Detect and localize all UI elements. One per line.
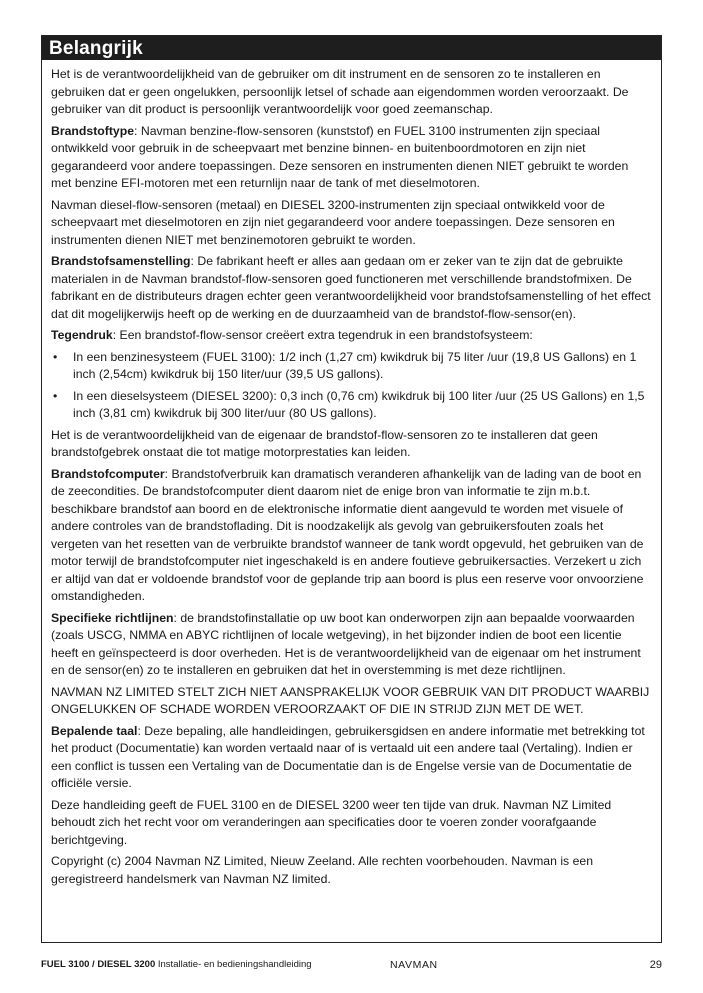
label-fuel-type: Brandstoftype — [51, 123, 135, 138]
paragraph-governing-language — [51, 723, 651, 793]
paragraph-diesel-sensors: Navman diesel-flow-sensoren (metaal) en DIESEL 3200-instrumenten zijn speciaal ontwikkeld voor de scheepvaart met dieselmotoren en zijn niet gegarandeerd voor andere toepassingen. Deze sensoren en instrumenten dienen NIET met benzinemotoren gebruikt te worden. — [51, 197, 615, 247]
footer-product: FUEL 3100 / DIESEL 3200 — [41, 959, 156, 970]
bullet-glyph: • — [53, 349, 58, 364]
paragraph-back-pressure — [51, 327, 651, 345]
label-back-pressure: Tegendruk — [51, 328, 113, 342]
text-governing-language: : Deze bepaling, alle handleidingen, gebruikersgidsen en andere informatie met betrekking tot het product (Documentatie) kan worden vertaald naar of is vertaald uit een andere taal (Vertaling). Indien er een conflict is tussen een Vertaling van de Documentatie dan is de Engelse versie van de Documentatie de officiële versie. — [51, 723, 645, 790]
page-footer — [41, 957, 662, 973]
paragraph-disclaimer: NAVMAN NZ LIMITED STELT ZICH NIET AANSPRAKELIJK VOOR GEBRUIK VAN DIT PRODUCT WAARBIJ ONGELUKKEN OF SCHADE WORDEN VEROORZAAKT OF DIE IN STRIJD ZIJN MET DE WET. — [51, 684, 650, 716]
bullet-glyph: • — [53, 388, 58, 403]
back-pressure-list — [51, 349, 651, 423]
text-fuel-computer: : Brandstofverbruik kan dramatisch veranderen afhankelijk van de lading van de boot en de zeecondities. De brandstofcomputer dient daarom niet de enige bron van informatie te zijn m.b.t. beschikbare brandstof aan boord en de elektronische informatie dient aangevuld te worden met visuele of andere controles van de brandstoflading. Dit is noodzakelijk als gevolg van gebruikersfouten zoals het vergeten van het resetten van de verbruikte brandstof wanneer de tank wordt opgevuld, het gebruiken van de motor terwijl de brandstofcomputer niet ingeschakeld is en andere foutieve gebruikersacties. Verzekert u zich er altijd van dat er voldoende brandstof voor de geplande trip aan boord is plus een reserve voor onvoorziene omstandigheden. — [51, 466, 644, 603]
text-specific-guidelines: : de brandstofinstallatie op uw boot kan onderworpen zijn aan bepaalde voorwaarden (zoals USCG, NMMA en ABYC richtlijnen of locale wetgeving), in het bijzonder indien de boot een licentie heeft en geïnspecteerd is door overheden. Het is de verantwoordelijkheid van de eigenaar om het instrument en de sensor(en) zo te installeren en gebruiken dat het in overstemming is met deze richtlijnen. — [51, 610, 641, 677]
paragraph-fuel-computer — [51, 466, 651, 606]
section-heading: Belangrijk — [42, 36, 661, 60]
label-specific-guidelines: Specifieke richtlijnen — [51, 610, 174, 625]
list-item-text: In een dieselsysteem (DIESEL 3200): 0,3 inch (0,76 cm) kwikdruk bij 100 liter /uur (25 US Gallons) en 1,5 inch (3,81 cm) kwikdruk bij 300 liter/uur (80 US gallons). — [73, 388, 645, 420]
label-fuel-computer: Brandstofcomputer — [51, 466, 165, 481]
list-item — [51, 388, 651, 423]
list-item-text: In een benzinesysteem (FUEL 3100): 1/2 inch (1,27 cm) kwikdruk bij 75 liter /uur (19,8 US Gallons) en 1 inch (2,54cm) kwikdruk bij 150 liter/uur (39,5 US gallons). — [73, 349, 637, 381]
page-number: 29 — [649, 959, 662, 971]
paragraph-fuel-composition — [51, 253, 651, 323]
list-item — [51, 349, 651, 384]
notice-body — [42, 60, 661, 888]
footer-brand: NAVMAN — [390, 959, 438, 971]
text-fuel-type: : Navman benzine-flow-sensoren (kunststof) en FUEL 3100 instrumenten zijn speciaal ontwikkeld voor gebruik in de scheepvaart met benzine binnen- en buitenboordmotoren en zijn niet gegarandeerd voor andere toepassingen. Deze sensoren en instrumenten dienen NIET gebruikt te worden met benzine EFI-motoren met een returnlijn naar de tank of met dieselmotoren. — [51, 123, 629, 190]
important-notice-box — [41, 35, 662, 943]
paragraph-specific-guidelines — [51, 610, 651, 680]
paragraph-manual-version: Deze handleiding geeft de FUEL 3100 en de DIESEL 3200 weer ten tijde van druk. Navman NZ Limited behoudt zich het recht voor om veranderingen aan specificaties door te voeren zonder voorafgaande berichtgeving. — [51, 797, 612, 847]
footer-title — [41, 957, 312, 973]
label-fuel-composition: Brandstofsamenstelling — [51, 254, 191, 268]
paragraph-fuel-type — [51, 123, 651, 193]
text-back-pressure: : Een brandstof-flow-sensor creëert extra tegendruk in een brandstofsysteem: — [112, 328, 533, 342]
paragraph-responsibility: Het is de verantwoordelijkheid van de gebruiker om dit instrument en de sensoren zo te installeren en gebruiken dat er geen ongelukken, persoonlijk letsel of schade aan eigendommen worden veroorzaakt. De gebruiker van dit product is persoonlijk verantwoordelijk voor goed zeemanschap. — [51, 67, 629, 116]
paragraph-owner-responsibility: Het is de verantwoordelijkheid van de eigenaar de brandstof-flow-sensoren zo te installeren dat geen brandstofgebrek onstaat die tot matige motorprestaties kan leiden. — [51, 427, 598, 459]
footer-subtitle: Installatie- en bedieningshandleiding — [155, 959, 312, 970]
text-fuel-composition: : De fabrikant heeft er alles aan gedaan om er zeker van te zijn dat de gebruikte materialen in de Navman brandstof-flow-sensoren goed functioneren met verschillende brandstofmixen. De fabrikant en de distributeurs dragen echter geen verantwoordelijkheid voor brandstofsamenstelling of het effect dat dit mogelijkerwijs heeft op de werking en de duurzaamheid van de brandstof-flow-sensor(en). — [51, 254, 651, 321]
label-governing-language: Bepalende taal — [51, 723, 138, 738]
paragraph-copyright: Copyright (c) 2004 Navman NZ Limited, Nieuw Zeeland. Alle rechten voorbehouden. Navman is een geregistreerd handelsmerk van Navman NZ limited. — [51, 854, 594, 886]
